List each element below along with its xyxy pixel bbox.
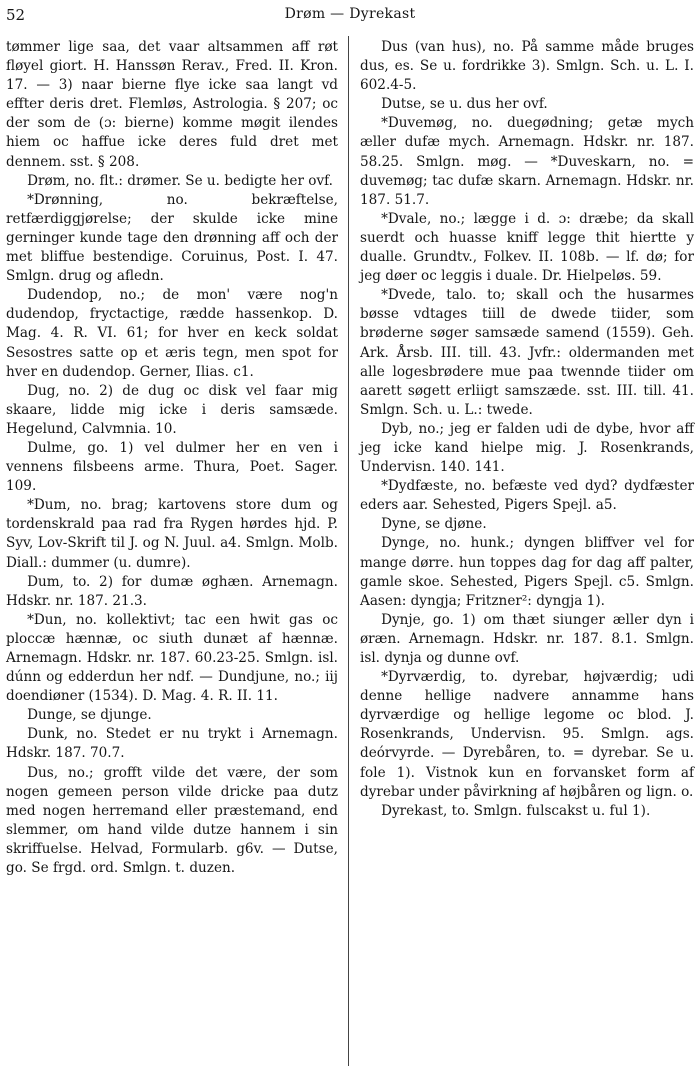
dictionary-entry: Dudendop, no.; de mon' være nog'n dudendop, fryctactige, rædde hassenkop. D. Mag. 4. R. VI. 61; for hver en keck soldat Sesostres satte op et æris tegn, men spot for hver en dudendop. Gerner, Ilias. c1. xyxy=(6,287,338,380)
dictionary-entry: *Drønning, no. bekræftelse, retfærdiggjørelse; der skulde icke mine gerninger kunde tage den drønning aff och der met bliffue bestendige. Coruinus, Post. I. 47. Smlgn. drug og afledn. xyxy=(6,191,338,285)
dictionary-entry: Dunge, se djunge. xyxy=(27,707,152,724)
dictionary-entry: Dus, no.; grofft vilde det være, der som nogen gemeen person vilde dricke paa dutz med nogen herremand eller præstemand, end slemmer, om hand vilde dutze hannem i sin skriffuelse. Helvad, Formularb. g6v. — Dutse, go. Se frgd. ord. Smlgn. t. duzen. xyxy=(6,764,338,877)
dictionary-entry: Dug, no. 2) de dug oc disk vel faar mig skaare, lidde mig icke i deris samsæde. Hegelund, Calvmnia. 10. xyxy=(6,382,338,437)
dictionary-entry: Dyne, se djøne. xyxy=(381,516,487,533)
dictionary-entry: *Dum, no. brag; kartovens store dum og tordenskrald paa rad fra Rygen hørdes hjd. P. Syv, Lov-Skrift til J. og N. Juul. a4. Smlgn. Molb. Diall.: dummer (u. dumre). xyxy=(6,497,338,571)
column-divider xyxy=(348,36,349,1066)
dictionary-entry: Dum, to. 2) for dumæ øghæn. Arnemagn. Hdskr. nr. 187. 21.3. xyxy=(6,573,338,609)
dictionary-entry: *Dydfæste, no. befæste ved dyd? dydfæster eders aar. Sehested, Pigers Spejl. a5. xyxy=(360,478,694,514)
right-column xyxy=(360,38,694,821)
dictionary-entry: Dynje, go. 1) om thæt siunger æller dyn i øræn. Arnemagn. Hdskr. nr. 187. 8.1. Smlgn. isl. dynja og dunne ovf. xyxy=(360,611,694,666)
dictionary-entry: Dunk, no. Stedet er nu trykt i Arnemagn. Hdskr. 187. 70.7. xyxy=(6,726,338,762)
dictionary-entry: Dus (van hus), no. På samme måde bruges dus, es. Se u. fordrikke 3). Smlgn. Sch. u. L. I. 602.4-5. xyxy=(360,39,694,94)
dictionary-entry: Dyrekast, to. Smlgn. fulscakst u. ful 1). xyxy=(381,802,651,819)
dictionary-entry: *Dvale, no.; lægge i d. ɔ: dræbe; da skall suerdt och huasse kniff legge thit hiertte y dualle. Grundtv., Folkev. II. 108b. — lf. dø; for jeg døer oc leggis i duale. Dr. Hielpeløs. 59. xyxy=(360,210,694,285)
dictionary-entry: Dyb, no.; jeg er falden udi de dybe, hvor aff jeg icke kand hielpe mig. J. Rosenkrands, Undervisn. 140. 141. xyxy=(360,420,694,476)
dictionary-entry: *Dun, no. kollektivt; tac een hwit gas oc ploccæ hænnæ, oc siuth dunæt af hænnæ. Arnemagn. Hdskr. nr. 187. 60.23-25. Smlgn. isl. dúnn og edderdun her ndf. — Dundjune, no.; iij doendiøner (1534). D. Mag. 4. R. II. 11. xyxy=(6,611,338,705)
dictionary-entry: tømmer lige saa, det vaar altsammen aff røt fløyel giort. H. Hanssøn Rerav., Fred. II. Kron. 17. — 3) naar bierne flye icke saa langt vd effter deris dret. Flemløs, Astrologia. § 207; oc der som de (ɔ: bierne) komme møgit ilendes hiem oc haffue icke deres fuld dret met dennem. sst. § 208. xyxy=(6,39,338,170)
running-title: Drøm — Dyrekast xyxy=(284,6,416,22)
dictionary-entry: *Dyrværdig, to. dyrebar, højværdig; udi denne hellige nadvere annamme hans dyrværdige og hellige legome oc blod. J. Rosenkrands, Undervisn. 95. Smlgn. ags. deórvyrde. — Dyrebåren, to. = dyrebar. Se u. fole 1). Vistnok kun en forvansket form af dyrebar under påvirkning af højbåren og lign. o. xyxy=(360,669,694,800)
dictionary-entry: *Duvemøg, no. duegødning; getæ mych æller dufæ mych. Arnemagn. Hdskr. nr. 187. 58.25. Smlgn. møg. — *Duveskarn, no. = duvemøg; tac dufæ skarn. Arnemagn. Hdskr. nr. 187. 51.7. xyxy=(360,115,694,208)
dictionary-entry: Dynge, no. hunk.; dyngen bliffver vel for mange dørre. hun toppes dag for dag aff palter, gamle skoe. Sehested, Pigers Spejl. c5. Smlgn. Aasen: dyngja; Fritzner²: dyngja 1). xyxy=(360,535,694,609)
page-header xyxy=(0,6,700,30)
left-column xyxy=(6,38,338,878)
dictionary-entry: *Dvede, talo. to; skall och the husarmes bøsse vdtages tiill de dwede tiider, som brøderne søger samsæde samend (1559). Geh. Ark. Årsb. III. till. 43. Jvfr.: oldermanden met alle logesbrødere mue paa twennde tiider om aarett søgett erliigt samszæde. sst. III. till. 41. Smlgn. Sch. u. L.: twede. xyxy=(360,287,694,418)
dictionary-entry: Dulme, go. 1) vel dulmer her en ven i vennens filsbeens arme. Thura, Poet. Sager. 109. xyxy=(6,439,338,495)
page-number: 52 xyxy=(6,6,26,24)
dictionary-entry: Dutse, se u. dus her ovf. xyxy=(381,96,548,113)
dictionary-entry: Drøm, no. flt.: drømer. Se u. bedigte her ovf. xyxy=(27,172,334,189)
